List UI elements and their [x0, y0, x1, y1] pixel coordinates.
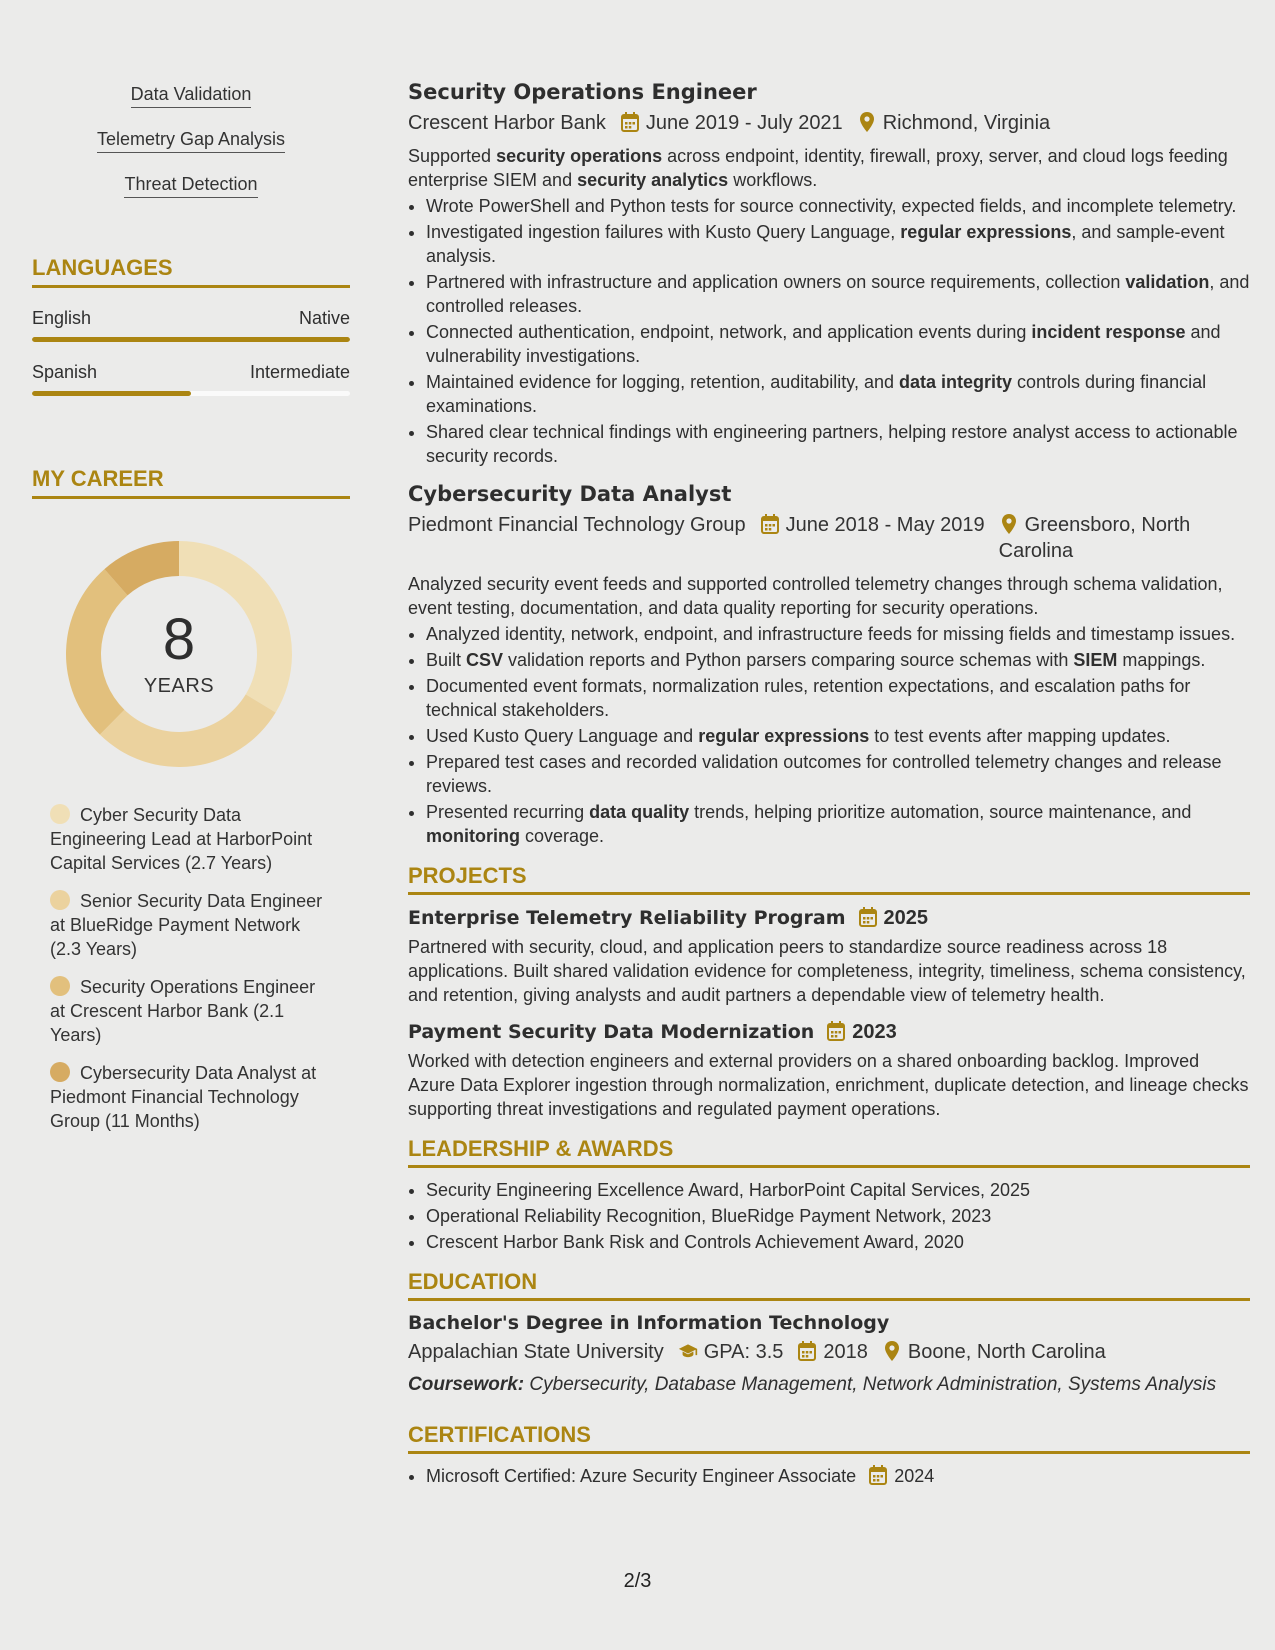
job-bullets: [408, 622, 1250, 848]
project-description: Worked with detection engineers and external providers on a shared onboarding backlog. Improved Azure Data Explorer ingestion through normalization, enrichment, duplicate detection, and lineage checks supporting threat investigations and regulated payment operations.: [408, 1051, 1249, 1119]
bold-keyword: regular expressions: [900, 222, 1072, 242]
text-run: Supported: [408, 146, 497, 166]
legend-swatch: [50, 890, 70, 910]
award-list: [408, 1178, 1250, 1254]
map-pin-icon: [857, 111, 877, 133]
language-name: English: [32, 308, 92, 328]
job-dates: June 2018 - May 2019: [785, 514, 985, 536]
language-row: [32, 362, 350, 383]
language-item: [32, 362, 350, 396]
job-summary: [408, 144, 1250, 192]
job-bullet: [426, 750, 1250, 798]
career-heading: MY CAREER: [32, 466, 350, 499]
text-run: Investigated ingestion failures with Kusto Query Language,: [426, 222, 901, 242]
gpa-group: [678, 1339, 784, 1365]
text-run: mappings.: [1117, 650, 1206, 670]
edu-year: 2018: [823, 1341, 868, 1363]
graduation-cap-icon: [678, 1340, 698, 1362]
project-year-group: [826, 1021, 897, 1043]
projects-heading: PROJECTS: [408, 864, 1250, 895]
bold-keyword: security analytics: [577, 170, 729, 190]
project-year: 2023: [852, 1021, 897, 1043]
job-title: Cybersecurity Data Analyst: [408, 482, 732, 506]
text-run: validation reports and Python parsers comparing source schemas with: [503, 650, 1074, 670]
career-legend: [50, 803, 330, 1133]
job-meta: [408, 110, 1250, 136]
education-heading: EDUCATION: [408, 1270, 1250, 1301]
text-run: trends, helping prioritize automation, source maintenance, and: [689, 802, 1192, 822]
project-entry: [408, 905, 1250, 1007]
page-number: 2/3: [623, 1570, 652, 1592]
language-list: [32, 308, 350, 396]
edu-year-group: [797, 1339, 868, 1365]
job-bullet: [426, 320, 1250, 368]
job-meta: [408, 512, 1250, 564]
job-entry: [408, 480, 1250, 848]
language-row: [32, 308, 350, 329]
career-legend-item: [50, 975, 330, 1047]
certification-list: [408, 1464, 1250, 1488]
job-bullet: [426, 674, 1250, 722]
job-location-group: [857, 110, 1051, 136]
language-item: [32, 308, 350, 342]
school-name: Appalachian State University: [408, 1341, 664, 1363]
text-run: Documented event formats, normalization rules, retention expectations, and escalation paths for technical stakeholders.: [426, 676, 1191, 720]
certification-year-group: [868, 1466, 934, 1486]
map-pin-icon: [882, 1340, 902, 1362]
language-level: Intermediate: [249, 362, 350, 382]
skill-tag: Telemetry Gap Analysis: [97, 129, 285, 153]
job-dates: June 2019 - July 2021: [645, 112, 843, 134]
certification-name: Microsoft Certified: Azure Security Engineer Associate: [426, 1466, 857, 1486]
awards-heading: LEADERSHIP & AWARDS: [408, 1137, 1250, 1168]
career-years-unit: YEARS: [143, 675, 215, 697]
project-list: [408, 905, 1250, 1121]
legend-swatch: [50, 976, 70, 996]
education-meta: [408, 1339, 1250, 1365]
text-run: Built: [426, 650, 467, 670]
job-bullet: [426, 370, 1250, 418]
career-total-years: 8: [162, 607, 196, 672]
legend-label: Security Operations Engineer at Crescent Harbor Bank (2.1 Years): [50, 977, 316, 1045]
legend-label: Senior Security Data Engineer at BlueRidge Payment Network (2.3 Years): [50, 891, 323, 959]
text-run: to test events after mapping updates.: [869, 726, 1171, 746]
text-run: , and controlled releases.: [426, 272, 1250, 316]
job-summary: [408, 572, 1250, 620]
degree-title: Bachelor's Degree in Information Technology: [408, 1312, 890, 1334]
job-location-group: [999, 512, 1199, 564]
company-name: Piedmont Financial Technology Group: [408, 514, 746, 536]
career-legend-item: [50, 1061, 330, 1133]
skill-row: [32, 170, 350, 215]
calendar-icon: [620, 111, 640, 133]
education-entry: [408, 1311, 1250, 1397]
text-run: Shared clear technical findings with engineering partners, helping restore analyst access to actionable security records.: [426, 422, 1238, 466]
language-proficiency-fill: [32, 337, 350, 342]
legend-label: Cybersecurity Data Analyst at Piedmont Financial Technology Group (11 Months): [50, 1063, 317, 1131]
text-run: controls during financial examinations.: [426, 372, 1207, 416]
language-proficiency-fill: [32, 391, 191, 396]
text-run: workflows.: [728, 170, 818, 190]
job-location: Greensboro, North Carolina: [998, 514, 1191, 562]
text-run: Analyzed security event feeds and supported controlled telemetry changes through schema validation, event testing, documentation, and data quality reporting for security operations.: [408, 574, 1223, 618]
coursework-list: Cybersecurity, Database Management, Network Administration, Systems Analysis: [524, 1374, 1217, 1395]
job-bullet: [426, 220, 1250, 268]
project-entry: [408, 1019, 1250, 1121]
language-name: Spanish: [32, 362, 98, 382]
gpa-value: GPA: 3.5: [703, 1341, 784, 1363]
job-bullet: [426, 724, 1250, 748]
text-run: Partnered with infrastructure and application owners on source requirements, collection: [426, 272, 1126, 292]
calendar-icon: [868, 1464, 888, 1486]
bold-keyword: data quality: [589, 802, 690, 822]
certification-year: 2024: [894, 1466, 935, 1486]
experience-list: [408, 78, 1250, 848]
bold-keyword: SIEM: [1073, 650, 1118, 670]
legend-swatch: [50, 804, 70, 824]
map-pin-icon: [999, 513, 1019, 535]
project-title: Enterprise Telemetry Reliability Program: [408, 907, 846, 929]
text-run: coverage.: [519, 826, 605, 846]
skill-row: [32, 80, 350, 125]
coursework-label: Coursework:: [408, 1374, 525, 1395]
job-bullet: [426, 648, 1250, 672]
award-item: • Crescent Harbor Bank Risk and Controls Achievement Award, 2020: [426, 1230, 1250, 1254]
calendar-icon: [760, 513, 780, 535]
edu-location: Boone, North Carolina: [907, 1341, 1106, 1363]
sidebar: [32, 80, 350, 1147]
skill-list: [32, 80, 350, 215]
text-run: across endpoint, identity, firewall, proxy, server, and cloud logs feeding enterprise SIEM and: [408, 146, 1228, 190]
bold-keyword: data integrity: [898, 372, 1013, 392]
legend-label: Cyber Security Data Engineering Lead at HarborPoint Capital Services (2.7 Years): [50, 805, 313, 873]
text-run: Analyzed identity, network, endpoint, and infrastructure feeds for missing fields and timestamp issues.: [426, 624, 1236, 644]
languages-heading: LANGUAGES: [32, 255, 350, 288]
edu-location-group: [882, 1339, 1106, 1365]
language-proficiency-bar: [32, 337, 350, 342]
job-location: Richmond, Virginia: [882, 112, 1051, 134]
project-year: 2025: [883, 907, 929, 929]
bold-keyword: security operations: [496, 146, 663, 166]
calendar-icon: [826, 1020, 846, 1042]
text-run: and vulnerability investigations.: [426, 322, 1221, 366]
project-year-group: [858, 907, 929, 929]
text-run: Used Kusto Query Language and: [426, 726, 699, 746]
text-run: Wrote PowerShell and Python tests for source connectivity, expected fields, and incomplete telemetry.: [426, 196, 1237, 216]
certifications-heading: CERTIFICATIONS: [408, 1423, 1250, 1454]
donut-center: [64, 539, 294, 769]
job-bullet: [426, 270, 1250, 318]
text-run: Maintained evidence for logging, retention, auditability, and: [426, 372, 899, 392]
language-level: Native: [298, 308, 350, 328]
project-title-row: [408, 1019, 1250, 1045]
company-name: Crescent Harbor Bank: [408, 112, 606, 134]
bold-keyword: validation: [1125, 272, 1210, 292]
career-legend-item: [50, 889, 330, 961]
job-bullet: [426, 622, 1250, 646]
job-dates-group: [760, 512, 985, 538]
job-entry: [408, 78, 1250, 468]
project-description: Partnered with security, cloud, and application peers to standardize source readiness across 18 applications. Built shared validation evidence for completeness, integrity, timeliness, schema consistency, and retention, giving analysts and audit partners a dependable view of telemetry health.: [408, 937, 1246, 1005]
skill-tag: Threat Detection: [124, 174, 257, 198]
text-run: Connected authentication, endpoint, network, and application events during: [426, 322, 1032, 342]
legend-swatch: [50, 1062, 70, 1082]
job-bullet: [426, 194, 1250, 218]
career-legend-item: [50, 803, 330, 875]
bold-keyword: monitoring: [426, 826, 520, 846]
job-bullet: [426, 800, 1250, 848]
bold-keyword: CSV: [466, 650, 504, 670]
job-title: Security Operations Engineer: [408, 80, 757, 104]
skill-row: [32, 125, 350, 170]
main-content: [408, 78, 1250, 1490]
award-item: • Security Engineering Excellence Award, HarborPoint Capital Services, 2025: [426, 1178, 1250, 1202]
text-run: , and sample-event analysis.: [426, 222, 1225, 266]
project-title-row: [408, 905, 1250, 931]
award-item: • Operational Reliability Recognition, BlueRidge Payment Network, 2023: [426, 1204, 1250, 1228]
language-proficiency-bar: [32, 391, 350, 396]
coursework: [408, 1373, 1250, 1397]
text-run: Presented recurring: [426, 802, 590, 822]
certification-item: [426, 1464, 1250, 1488]
job-bullets: [408, 194, 1250, 468]
job-dates-group: [620, 110, 843, 136]
job-bullet: [426, 420, 1250, 468]
bold-keyword: incident response: [1031, 322, 1186, 342]
calendar-icon: [858, 906, 878, 928]
project-title: Payment Security Data Modernization: [408, 1021, 815, 1043]
calendar-icon: [797, 1340, 817, 1362]
career-donut-chart: [64, 539, 294, 769]
text-run: Prepared test cases and recorded validation outcomes for controlled telemetry changes and release reviews.: [426, 752, 1222, 796]
bold-keyword: regular expressions: [698, 726, 870, 746]
skill-tag: Data Validation: [131, 84, 252, 108]
